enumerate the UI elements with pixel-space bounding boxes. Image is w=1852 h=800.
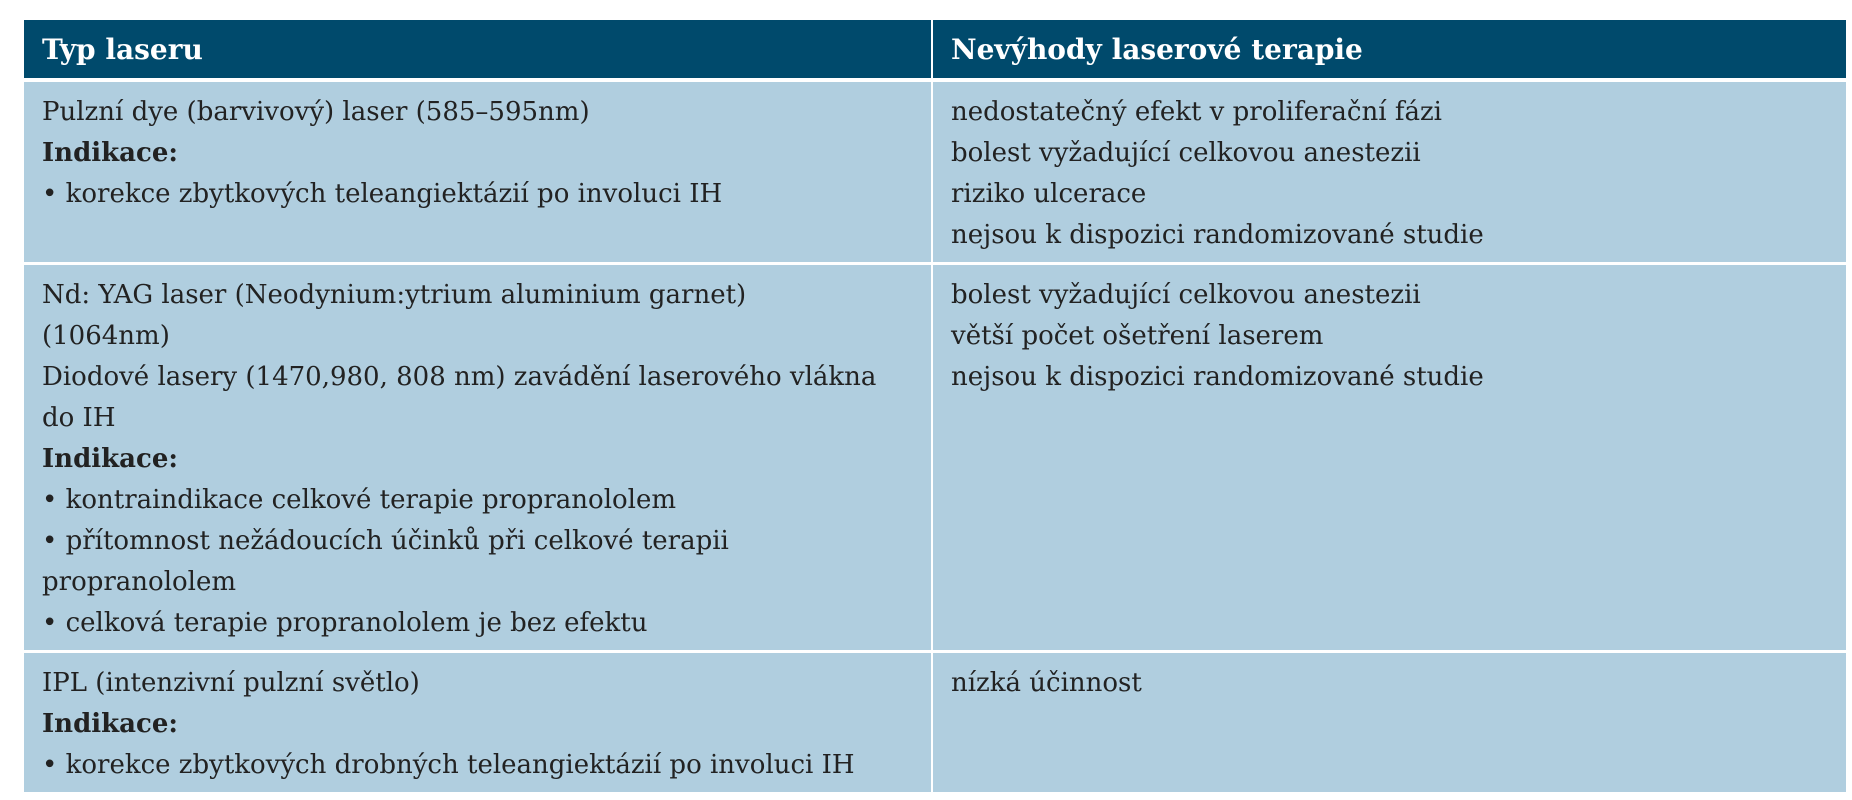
disadvantage-item: bolest vyžadující celkovou anestezii xyxy=(951,138,1421,168)
laser-table-container xyxy=(24,20,1846,792)
table-header-row xyxy=(24,20,1846,80)
header-disadvantages: Nevýhody laserové terapie xyxy=(932,20,1846,80)
indication-item: • korekce zbytkových teleangiektázií po involuci IH xyxy=(42,179,723,209)
table-row xyxy=(24,264,1846,652)
disadvantages-cell xyxy=(932,80,1846,264)
laser-name: Pulzní dye (barvivový) laser (585–595nm) xyxy=(42,97,590,127)
indication-label: Indikace: xyxy=(42,709,178,739)
disadvantage-item: větší počet ošetření laserem xyxy=(951,321,1324,351)
indication-label: Indikace: xyxy=(42,138,178,168)
disadvantage-item: nejsou k dispozici randomizované studie xyxy=(951,362,1484,392)
indication-label: Indikace: xyxy=(42,444,178,474)
laser-type-cell xyxy=(24,264,932,652)
indication-item: • celková terapie propranololem je bez efektu xyxy=(42,608,648,638)
indication-item: • přítomnost nežádoucích účinků při celkové terapii xyxy=(42,526,729,556)
laser-type-cell xyxy=(24,80,932,264)
disadvantages-cell xyxy=(932,652,1846,793)
laser-name: Nd: YAG laser (Neodynium:ytrium aluminium garnet) xyxy=(42,280,747,310)
header-laser-type: Typ laseru xyxy=(24,20,932,80)
laser-name-continued: do IH xyxy=(42,403,116,433)
table-row xyxy=(24,652,1846,793)
disadvantage-item: nejsou k dispozici randomizované studie xyxy=(951,220,1484,250)
indication-item-continued: propranololem xyxy=(42,567,237,597)
laser-name-continued: (1064nm) xyxy=(42,321,170,351)
disadvantages-cell xyxy=(932,264,1846,652)
table-row xyxy=(24,80,1846,264)
disadvantage-item: nedostatečný efekt v proliferační fázi xyxy=(951,97,1442,127)
laser-type-cell xyxy=(24,652,932,793)
laser-name: IPL (intenzivní pulzní světlo) xyxy=(42,668,420,698)
indication-item: • kontraindikace celkové terapie propranololem xyxy=(42,485,677,515)
laser-name: Diodové lasery (1470,980, 808 nm) zavádění laserového vlákna xyxy=(42,362,877,392)
disadvantage-item: nízká účinnost xyxy=(951,668,1142,698)
disadvantage-item: bolest vyžadující celkovou anestezii xyxy=(951,280,1421,310)
laser-therapy-table xyxy=(24,20,1846,792)
indication-item: • korekce zbytkových drobných teleangiektázií po involuci IH xyxy=(42,750,855,780)
disadvantage-item: riziko ulcerace xyxy=(951,179,1147,209)
